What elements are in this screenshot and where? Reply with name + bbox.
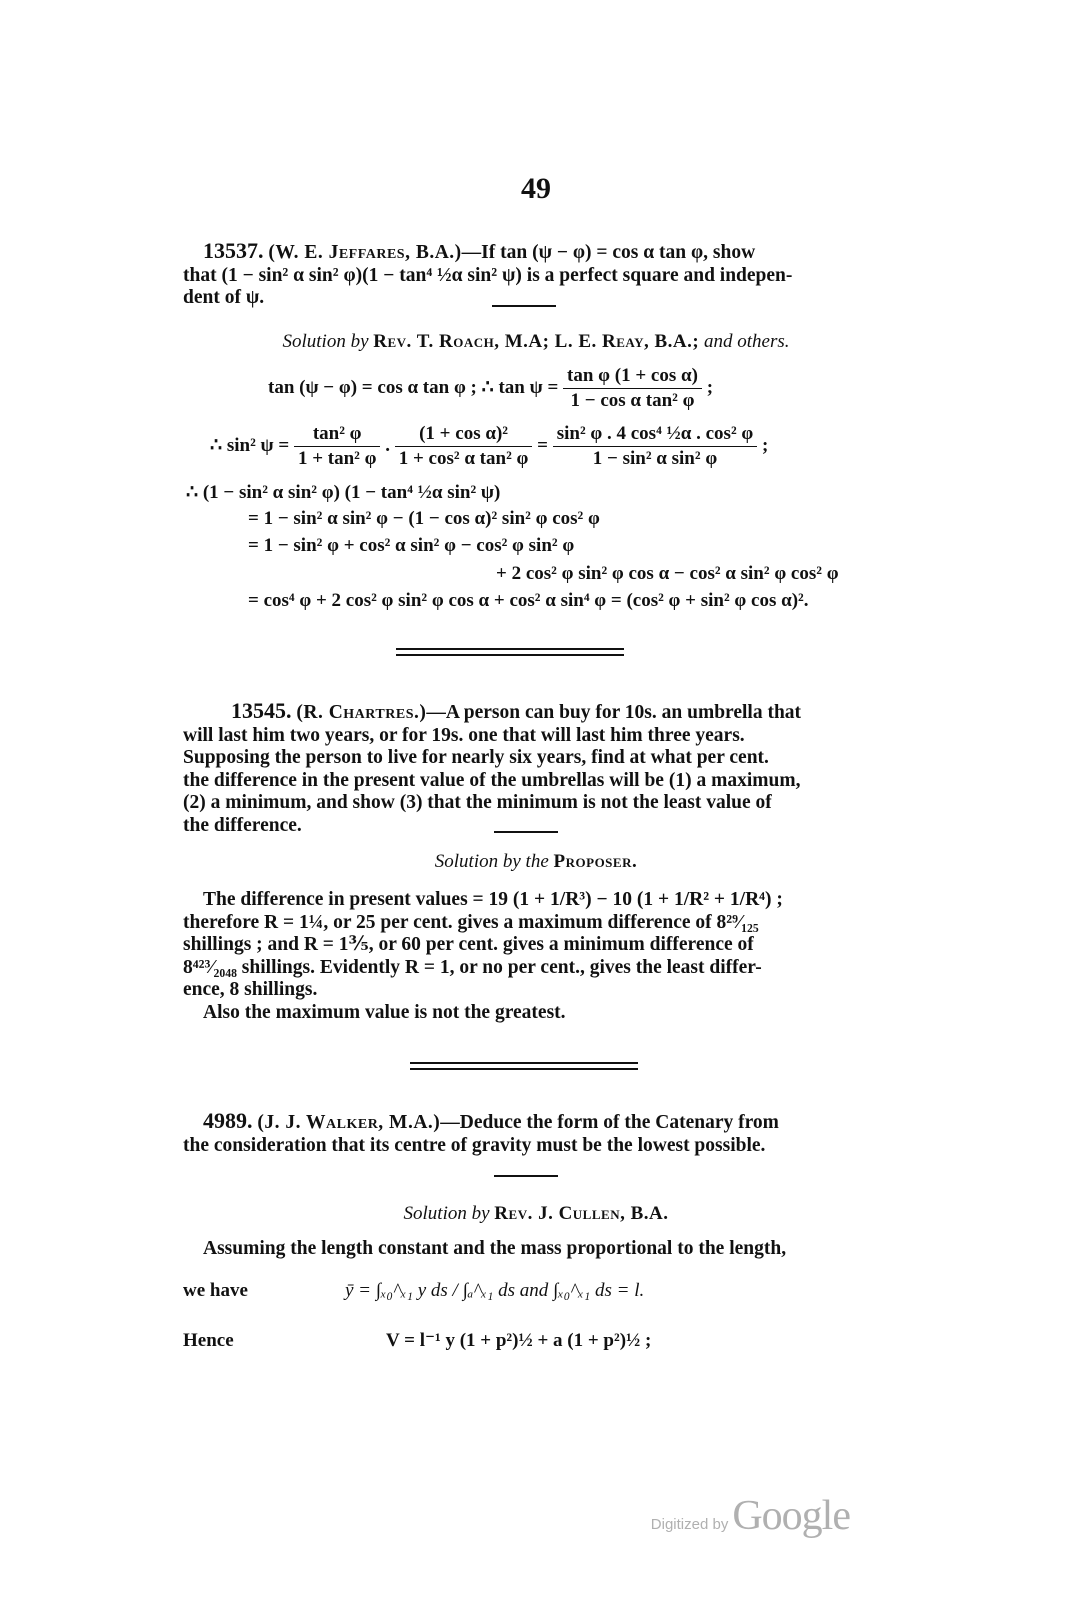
problem-text: —Deduce the form of the Catenary from xyxy=(440,1112,779,1133)
we-have-label: we have xyxy=(183,1280,248,1301)
solution-line-6: Also the maximum value is not the greatest. xyxy=(203,1001,566,1023)
problem-text: —If tan (ψ − φ) = cos α tan φ, show xyxy=(461,242,756,263)
problem-number: 13537. xyxy=(203,238,264,263)
hence-label: Hence xyxy=(183,1330,234,1351)
problem-4989-line2: the consideration that its centre of gravity must be the lowest possible. xyxy=(183,1134,766,1156)
solution-lead: Solution by xyxy=(282,331,369,352)
solution-line-3: shillings ; and R = 1⅗, or 60 per cent. gives a minimum difference of xyxy=(183,934,754,955)
derivation-line-5: = cos⁴ φ + 2 cos² φ sin² φ cos α + cos² α sin⁴ φ = (cos² φ + sin² φ cos α)². xyxy=(248,590,809,611)
short-rule xyxy=(494,831,558,833)
eq2-f1-numerator: tan² φ xyxy=(294,422,381,447)
derivation-line-4: + 2 cos² φ sin² φ cos α − cos² α sin² φ cos² φ xyxy=(496,563,839,584)
solution-line-4: 8⁴²³⁄₂₀₄₈ shillings. Evidently R = 1, or no per cent., gives the least differ- xyxy=(183,956,762,978)
eq2-f2-numerator: (1 + cos α)² xyxy=(395,422,533,447)
equation-2 xyxy=(210,422,768,471)
problem-number: 13545. xyxy=(231,698,292,723)
derivation-line-2: = 1 − sin² α sin² φ − (1 − cos α)² sin² φ cos² φ xyxy=(248,508,600,529)
eq2-fraction-3 xyxy=(553,422,758,471)
problem-4989-line1 xyxy=(183,1110,869,1135)
eq2-f1-denominator: 1 + tan² φ xyxy=(297,448,377,469)
equation-ybar: ȳ = ∫ₓ₀^ₓ₁ y ds / ∫ₐ^ₓ₁ ds and ∫ₓ₀^ₓ₁ ds = l. xyxy=(345,1280,645,1301)
problem-number: 4989. xyxy=(203,1108,253,1133)
solution-header-13537 xyxy=(0,331,1072,353)
solution-tail: and others. xyxy=(703,331,790,352)
solution-lead: Solution by the xyxy=(434,851,549,872)
eq1-end: ; xyxy=(706,376,714,398)
derivation-line-3: = 1 − sin² φ + cos² α sin² φ − cos² φ sin² φ xyxy=(248,535,575,556)
section-divider xyxy=(410,1062,638,1070)
problem-13545-statement xyxy=(183,700,869,837)
eq2-fraction-1 xyxy=(294,422,381,471)
solution-line-2: therefore R = 1¼, or 25 per cent. gives a maximum difference of 8²⁹⁄₁₂₅ xyxy=(183,911,759,933)
derivation-line-1: ∴ (1 − sin² α sin² φ) (1 − tan⁴ ½α sin² ψ) xyxy=(186,482,501,503)
eq1-denominator: 1 − cos α tan² φ xyxy=(570,390,695,411)
solution-authors: Proposer. xyxy=(553,851,638,872)
problem-text: —A person can buy for 10s. an umbrella that xyxy=(426,702,802,723)
solution-header-4989 xyxy=(0,1203,1072,1225)
problem-13545-line3: Supposing the person to live for nearly six years, find at what per cent. xyxy=(183,747,769,768)
eq2-fraction-2 xyxy=(395,422,533,471)
watermark-brand: Google xyxy=(732,1493,850,1539)
section-divider xyxy=(396,648,624,656)
short-rule xyxy=(492,305,556,307)
eq2-dot: . xyxy=(385,434,390,456)
problem-13545-line2: will last him two years, or for 19s. one that will last him three years. xyxy=(183,724,745,746)
problem-13537-line1 xyxy=(183,240,869,265)
short-rule xyxy=(494,1175,558,1177)
eq1-fraction xyxy=(563,364,702,413)
eq2-f2-denominator: 1 + cos² α tan² φ xyxy=(398,448,529,469)
problem-13545-line4: the difference in the present value of the umbrellas will be (1) a maximum, xyxy=(183,769,801,791)
solution-4989-line-1: Assuming the length constant and the mass proportional to the length, xyxy=(203,1238,787,1259)
eq2-lead: ∴ sin² ψ = xyxy=(210,434,290,456)
eq2-end: ; xyxy=(762,434,769,456)
problem-13537-line3: dent of ψ. xyxy=(183,287,265,308)
problem-13545-line1 xyxy=(183,700,869,725)
problem-13537-statement xyxy=(183,240,869,310)
problem-13545-line6: the difference. xyxy=(183,814,302,836)
eq2-f3-numerator: sin² φ . 4 cos⁴ ½α . cos² φ xyxy=(553,422,758,447)
solution-authors: Rev. T. Roach, M.A; L. E. Reay, B.A.; xyxy=(373,331,700,352)
eq2-equals: = xyxy=(537,434,548,456)
solution-header-13545 xyxy=(0,851,1072,873)
solution-line-5: ence, 8 shillings. xyxy=(183,979,318,1000)
solution-line-1: The difference in present values = 19 (1 + 1/R³) − 10 (1 + 1/R² + 1/R⁴) ; xyxy=(203,889,783,910)
problem-author: (R. Chartres.) xyxy=(296,702,427,723)
eq1-numerator: tan φ (1 + cos α) xyxy=(563,364,702,389)
watermark-digitized-text: Digitized by xyxy=(650,1516,729,1533)
problem-13545-line5: (2) a minimum, and show (3) that the minimum is not the least value of xyxy=(183,792,772,813)
digitized-by-google-watermark xyxy=(651,1492,850,1540)
eq1-left: tan (ψ − φ) = cos α tan φ ; ∴ tan ψ = xyxy=(268,376,559,398)
problem-author: (J. J. Walker, M.A.) xyxy=(257,1112,441,1133)
equation-1 xyxy=(268,364,713,413)
solution-13545-body xyxy=(183,889,869,1024)
problem-author: (W. E. Jeffares, B.A.) xyxy=(268,242,462,263)
solution-authors: Rev. J. Cullen, B.A. xyxy=(494,1203,669,1224)
problem-4989-statement xyxy=(183,1110,869,1157)
equation-v: V = l⁻¹ y (1 + p²)½ + a (1 + p²)½ ; xyxy=(386,1330,652,1351)
page-number: 49 xyxy=(521,172,551,205)
solution-lead: Solution by xyxy=(403,1203,490,1224)
eq2-f3-denominator: 1 − sin² α sin² φ xyxy=(592,448,718,469)
problem-13537-line2: that (1 − sin² α sin² φ)(1 − tan⁴ ½α sin² ψ) is a perfect square and indepen- xyxy=(183,264,793,286)
